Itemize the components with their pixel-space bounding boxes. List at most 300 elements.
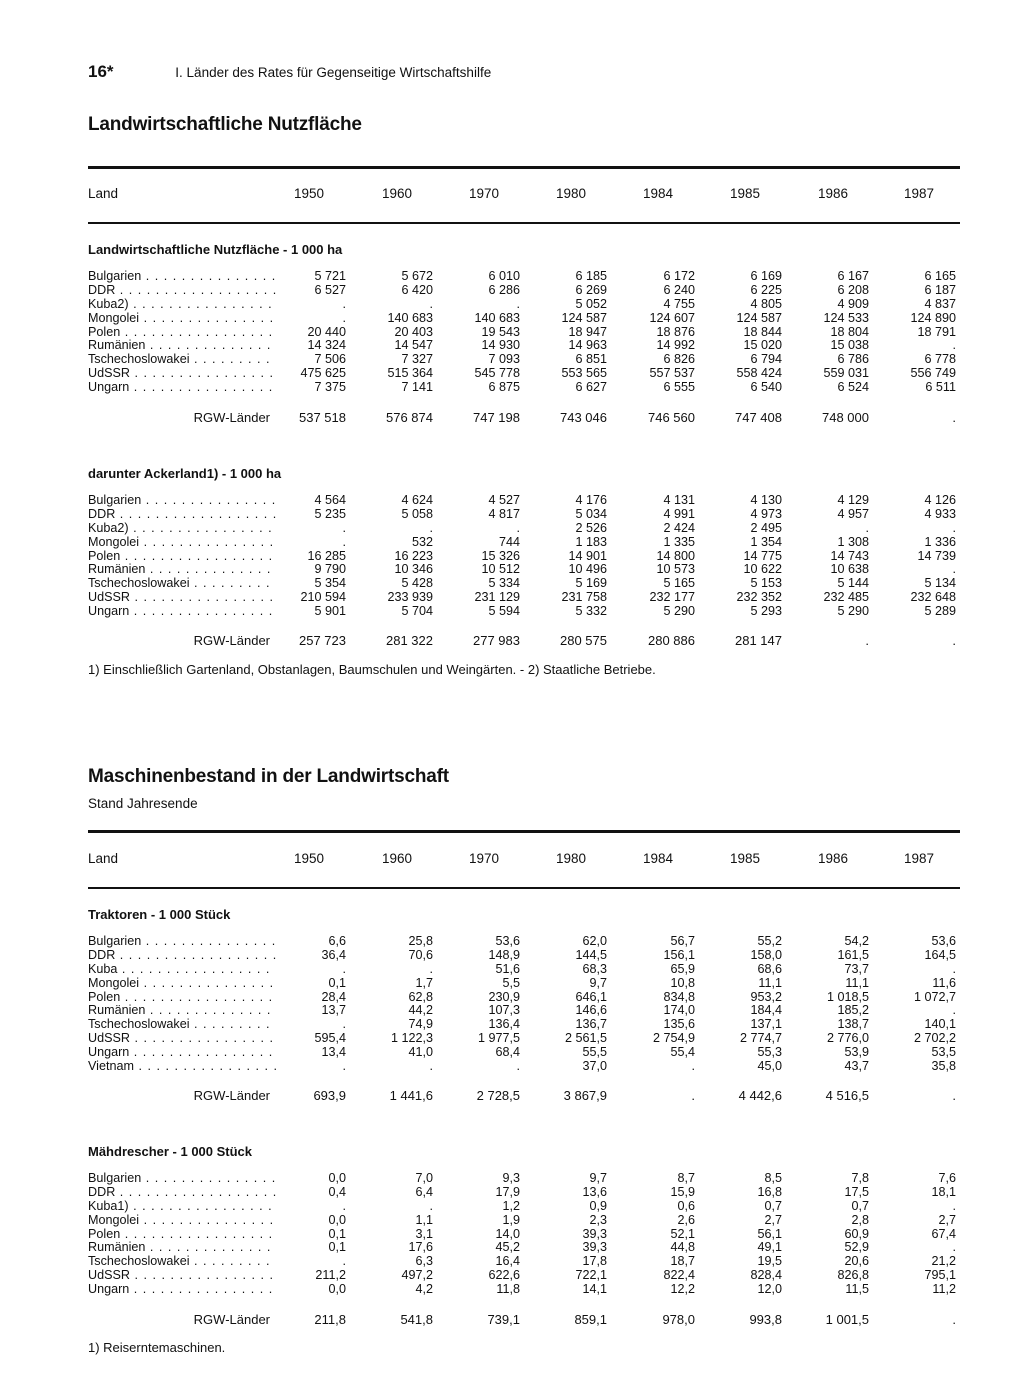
table-cell: 15 038	[830, 338, 869, 353]
total-cell: 748 000	[822, 410, 869, 425]
total-cell: 747 198	[473, 410, 520, 425]
table-cell: 35,8	[931, 1059, 956, 1074]
total-row	[88, 410, 960, 426]
table-cell: 124 533	[823, 310, 869, 325]
data-rows	[88, 1172, 960, 1297]
group-heading: darunter Ackerland1) - 1 000 ha	[88, 466, 282, 481]
table-cell: 16 223	[394, 548, 433, 563]
table-cell: 4 755	[663, 296, 695, 311]
row-label: Bulgarien . . .	[88, 1172, 276, 1186]
table-cell: 124 890	[910, 310, 956, 325]
table-cell: 52,9	[844, 1240, 869, 1255]
table-cell: 16,4	[495, 1254, 520, 1269]
total-cell: 747 408	[735, 410, 782, 425]
row-label: Bulgarien . . .	[88, 935, 276, 949]
table-cell: 6 420	[401, 282, 433, 297]
table-cell: 124 607	[649, 310, 695, 325]
table-cell: 6 172	[663, 269, 695, 283]
table-cell: 5 672	[401, 269, 433, 283]
row-label: UdSSR . . .	[88, 591, 276, 605]
col-year: 1984	[642, 186, 673, 201]
table-cell: 7 327	[401, 352, 433, 367]
table-cell: 14,1	[582, 1282, 607, 1297]
table-cell: 107,3	[488, 1003, 520, 1018]
row-label: UdSSR . . .	[88, 367, 276, 381]
table-cell: .	[342, 296, 346, 311]
total-cell: 537 518	[299, 410, 346, 425]
row-label: Bulgarien . . .	[88, 494, 276, 508]
section2-top-rule	[88, 830, 960, 833]
table-cell: 7,0	[415, 1171, 433, 1185]
table-cell: 1 018,5	[826, 989, 869, 1004]
table-cell: 140 683	[474, 310, 520, 325]
table-cell: 497,2	[401, 1268, 433, 1283]
table-cell: 4 837	[924, 296, 956, 311]
table-cell: 4 909	[837, 296, 869, 311]
col-land: Land	[88, 851, 119, 866]
col-year: 1970	[468, 186, 499, 201]
table-cell: 1 183	[575, 534, 607, 549]
table-cell: .	[342, 534, 346, 549]
table-cell: 136,4	[488, 1017, 520, 1032]
table-cell: 164,5	[924, 947, 956, 962]
table-cell: 5 704	[401, 604, 433, 619]
table-cell: 6 208	[837, 282, 869, 297]
table-cell: 17,6	[408, 1240, 433, 1255]
table-cell: 5 290	[837, 604, 869, 619]
table-row	[88, 284, 960, 298]
table-row	[88, 326, 960, 340]
table-cell: 11,2	[932, 1282, 956, 1297]
table-cell: 232 177	[649, 590, 695, 605]
table-cell: 10 496	[568, 562, 607, 577]
row-label: Polen . . .	[88, 326, 276, 340]
table-cell: 18 804	[830, 324, 869, 339]
table-row	[88, 494, 960, 508]
group-heading: Mähdrescher - 1 000 Stück	[88, 1144, 253, 1159]
table-row	[88, 1241, 960, 1255]
table-cell: 1,1	[415, 1212, 433, 1227]
table-cell: 14 901	[568, 548, 607, 563]
table-cell: 0,1	[328, 975, 346, 990]
table-cell: .	[429, 1059, 433, 1074]
table-cell: 3,1	[415, 1226, 433, 1241]
table-cell: 6 540	[750, 380, 782, 395]
table-cell: 232 352	[736, 590, 782, 605]
table-cell: 138,7	[837, 1017, 869, 1032]
table-cell: 6 555	[663, 380, 695, 395]
table-row	[88, 1032, 960, 1046]
row-label: DDR . . .	[88, 284, 276, 298]
row-label: DDR . . .	[88, 1186, 276, 1200]
table-cell: 144,5	[575, 947, 607, 962]
table-cell: 14 743	[830, 548, 869, 563]
table-cell: 6,6	[328, 934, 346, 948]
table-cell: 1 977,5	[477, 1031, 520, 1046]
table-cell: 39,3	[582, 1226, 607, 1241]
section1-header-rule	[88, 222, 960, 224]
table-cell: 49,1	[757, 1240, 782, 1255]
row-label: Mongolei . . .	[88, 1214, 276, 1228]
total-cell: .	[865, 633, 869, 648]
table-cell: 5 721	[314, 269, 346, 283]
table-cell: 73,7	[844, 961, 869, 976]
total-cell: 257 723	[299, 633, 346, 648]
table-cell: .	[952, 338, 956, 353]
table-cell: 2,8	[851, 1212, 869, 1227]
row-label: Mongolei . . .	[88, 977, 276, 991]
table-cell: 44,8	[670, 1240, 695, 1255]
table-cell: 10 512	[481, 562, 520, 577]
table-cell: 15 326	[481, 548, 520, 563]
total-row	[88, 1088, 960, 1104]
table-cell: 18,7	[670, 1254, 695, 1269]
total-cell: 739,1	[487, 1312, 520, 1327]
section1-column-header	[88, 186, 960, 206]
table-cell: 2,3	[589, 1212, 607, 1227]
table-cell: 6 786	[837, 352, 869, 367]
table-cell: .	[516, 296, 520, 311]
table-cell: 2 702,2	[913, 1031, 956, 1046]
row-label: Kuba2) . . .	[88, 522, 276, 536]
table-cell: 62,8	[408, 989, 433, 1004]
table-cell: 45,0	[757, 1059, 782, 1074]
table-row	[88, 312, 960, 326]
col-year: 1985	[729, 851, 760, 866]
table-cell: 140,1	[924, 1017, 956, 1032]
table-cell: 11,1	[845, 975, 869, 990]
total-cell: 693,9	[313, 1088, 346, 1103]
table-cell: 6 010	[488, 269, 520, 283]
table-cell: 68,3	[582, 961, 607, 976]
table-cell: 6 527	[314, 282, 346, 297]
table-cell: .	[429, 1198, 433, 1213]
table-cell: .	[342, 1254, 346, 1269]
table-cell: 8,7	[677, 1171, 695, 1185]
table-row	[88, 298, 960, 312]
total-cell: .	[952, 633, 956, 648]
table-cell: 6 169	[750, 269, 782, 283]
total-cell: 993,8	[749, 1312, 782, 1327]
table-cell: 156,1	[663, 947, 695, 962]
table-row	[88, 949, 960, 963]
row-label: Ungarn . . .	[88, 605, 276, 619]
table-cell: .	[429, 961, 433, 976]
table-cell: 185,2	[837, 1003, 869, 1018]
data-rows	[88, 494, 960, 619]
total-row	[88, 1312, 960, 1328]
table-cell: 14 992	[656, 338, 695, 353]
total-cell: 1 001,5	[825, 1312, 869, 1327]
table-cell: 7,6	[938, 1171, 956, 1185]
table-cell: 5,5	[502, 975, 520, 990]
table-cell: 12,0	[757, 1282, 782, 1297]
table-cell: 0,1	[328, 1226, 346, 1241]
table-cell: 15 020	[743, 338, 782, 353]
table-cell: 559 031	[823, 366, 869, 381]
table-row	[88, 605, 960, 619]
table-cell: 1 336	[924, 534, 956, 549]
table-cell: 210 594	[300, 590, 346, 605]
row-label: Tschechoslowakei . . .	[88, 1018, 276, 1032]
section1-top-rule	[88, 166, 960, 169]
table-cell: 1 122,3	[390, 1031, 433, 1046]
table-cell: 4 957	[837, 506, 869, 521]
table-cell: 17,8	[582, 1254, 607, 1269]
table-cell: .	[342, 1059, 346, 1074]
total-label: RGW-Länder	[193, 1312, 270, 1327]
row-label: Polen . . .	[88, 550, 276, 564]
table-cell: 4 130	[750, 493, 782, 507]
table-cell: 475 625	[300, 366, 346, 381]
table-cell: 7 141	[401, 380, 433, 395]
table-cell: 5 354	[314, 576, 346, 591]
table-cell: 135,6	[663, 1017, 695, 1032]
table-cell: .	[342, 1017, 346, 1032]
col-year: 1984	[642, 851, 673, 866]
table-cell: 9,7	[589, 975, 607, 990]
table-cell: 231 758	[561, 590, 607, 605]
table-row	[88, 508, 960, 522]
col-year: 1950	[293, 851, 324, 866]
table-cell: 6 187	[924, 282, 956, 297]
table-cell: 124 587	[736, 310, 782, 325]
table-cell: 18 791	[917, 324, 956, 339]
total-cell: 277 983	[473, 633, 520, 648]
table-cell: 2 561,5	[564, 1031, 607, 1046]
table-cell: 1 335	[663, 534, 695, 549]
table-cell: 14 324	[307, 338, 346, 353]
table-cell: 5 290	[663, 604, 695, 619]
row-label: Bulgarien . . .	[88, 270, 276, 284]
table-row	[88, 1214, 960, 1228]
total-cell: 4 516,5	[825, 1088, 869, 1103]
total-cell: 4 442,6	[738, 1088, 782, 1103]
total-cell: 978,0	[662, 1312, 695, 1327]
table-cell: 4 933	[924, 506, 956, 521]
table-cell: 14 930	[481, 338, 520, 353]
table-cell: 25,8	[408, 934, 433, 948]
table-cell: 834,8	[663, 989, 695, 1004]
table-row	[88, 977, 960, 991]
row-label: UdSSR . . .	[88, 1269, 276, 1283]
table-cell: 19 543	[481, 324, 520, 339]
row-label: Kuba . . .	[88, 963, 276, 977]
running-title: I. Länder des Rates für Gegenseitige Wirtschaftshilfe	[175, 65, 492, 80]
table-cell: 6 269	[575, 282, 607, 297]
total-cell: 280 886	[648, 633, 695, 648]
table-cell: 8,5	[764, 1171, 782, 1185]
section2-subtitle: Stand Jahresende	[88, 796, 198, 811]
table-cell: 14,0	[495, 1226, 520, 1241]
table-cell: 70,6	[408, 947, 433, 962]
row-label: Vietnam . . .	[88, 1060, 276, 1074]
table-cell: 174,0	[663, 1003, 695, 1018]
table-cell: 28,4	[321, 989, 346, 1004]
table-cell: 2 754,9	[652, 1031, 695, 1046]
table-cell: 10 573	[656, 562, 695, 577]
total-cell: .	[952, 410, 956, 425]
table-cell: 18 844	[743, 324, 782, 339]
table-cell: 44,2	[408, 1003, 433, 1018]
table-cell: 10,8	[670, 975, 695, 990]
table-cell: 55,5	[582, 1045, 607, 1060]
table-row	[88, 591, 960, 605]
table-cell: 5 332	[575, 604, 607, 619]
table-cell: 4 805	[750, 296, 782, 311]
table-cell: 16 285	[307, 548, 346, 563]
total-label: RGW-Länder	[193, 633, 270, 648]
table-cell: 4 129	[837, 493, 869, 507]
table-row	[88, 536, 960, 550]
total-cell: 211,8	[314, 1312, 346, 1327]
table-row	[88, 1046, 960, 1060]
table-cell: 13,7	[321, 1003, 346, 1018]
row-label: Rumänien . . .	[88, 1004, 276, 1018]
col-year: 1960	[381, 851, 412, 866]
table-cell: 0,4	[328, 1184, 346, 1199]
table-cell: 14 775	[743, 548, 782, 563]
table-cell: 14 739	[917, 548, 956, 563]
table-cell: 2,7	[938, 1212, 956, 1227]
row-label: Rumänien . . .	[88, 339, 276, 353]
table-cell: 184,4	[750, 1003, 782, 1018]
table-cell: 6 826	[663, 352, 695, 367]
table-cell: 1,7	[415, 975, 433, 990]
table-cell: 14 963	[568, 338, 607, 353]
table-cell: 45,2	[495, 1240, 520, 1255]
table-cell: 4 973	[750, 506, 782, 521]
table-cell: 5 334	[488, 576, 520, 591]
table-cell: 1 354	[750, 534, 782, 549]
table-cell: 14 800	[656, 548, 695, 563]
row-label: DDR . . .	[88, 508, 276, 522]
table-cell: 140 683	[387, 310, 433, 325]
table-cell: 2 774,7	[739, 1031, 782, 1046]
group-heading: Traktoren - 1 000 Stück	[88, 907, 231, 922]
table-cell: 4,2	[415, 1282, 433, 1297]
table-cell: 4 564	[314, 493, 346, 507]
table-cell: .	[952, 1240, 956, 1255]
row-label: UdSSR . . .	[88, 1032, 276, 1046]
table-cell: 16,8	[757, 1184, 782, 1199]
table-cell: 558 424	[736, 366, 782, 381]
row-label: Kuba1) . . .	[88, 1200, 276, 1214]
table-cell: 51,6	[495, 961, 520, 976]
table-cell: 515 364	[387, 366, 433, 381]
table-cell: 9,7	[589, 1171, 607, 1185]
table-row	[88, 339, 960, 353]
table-cell: 532	[411, 534, 433, 549]
table-cell: 53,6	[495, 934, 520, 948]
table-cell: 68,6	[757, 961, 782, 976]
table-row	[88, 1004, 960, 1018]
table-cell: 18 947	[568, 324, 607, 339]
footnote: 1) Einschließlich Gartenland, Obstanlagen, Baumschulen und Weingärten. - 2) Staatliche Betriebe.	[88, 662, 656, 677]
table-cell: 2 424	[663, 520, 695, 535]
table-cell: 6 875	[488, 380, 520, 395]
table-cell: .	[342, 520, 346, 535]
col-year: 1980	[555, 851, 586, 866]
table-cell: 56,7	[670, 934, 695, 948]
table-cell: .	[691, 1059, 695, 1074]
table-cell: 161,5	[837, 947, 869, 962]
table-cell: 6 851	[575, 352, 607, 367]
table-cell: 6 511	[925, 380, 956, 395]
table-cell: 148,9	[488, 947, 520, 962]
col-year: 1987	[903, 186, 934, 201]
table-cell: 55,3	[757, 1045, 782, 1060]
table-cell: 6 165	[924, 269, 956, 283]
table-cell: 5 901	[314, 604, 346, 619]
table-cell: 4 624	[401, 493, 433, 507]
table-cell: 146,6	[575, 1003, 607, 1018]
table-cell: 2,7	[764, 1212, 782, 1227]
table-cell: 556 749	[910, 366, 956, 381]
row-label: Ungarn . . .	[88, 1283, 276, 1297]
table-cell: 4 991	[663, 506, 695, 521]
row-label: Rumänien . . .	[88, 1241, 276, 1255]
table-cell: 5 034	[575, 506, 607, 521]
table-cell: .	[516, 520, 520, 535]
row-label: Mongolei . . .	[88, 536, 276, 550]
table-cell: 232 648	[910, 590, 956, 605]
table-cell: 953,2	[750, 989, 782, 1004]
table-row	[88, 563, 960, 577]
table-cell: 36,4	[321, 947, 346, 962]
table-cell: 56,1	[757, 1226, 782, 1241]
table-cell: 11,5	[845, 1282, 869, 1297]
table-cell: 6,3	[415, 1254, 433, 1269]
table-cell: 6 627	[575, 380, 607, 395]
total-cell: 743 046	[560, 410, 607, 425]
col-land: Land	[88, 186, 119, 201]
table-row	[88, 991, 960, 1005]
table-cell: 1 072,7	[913, 989, 956, 1004]
table-cell: 545 778	[474, 366, 520, 381]
table-cell: .	[342, 310, 346, 325]
total-cell: 541,8	[400, 1312, 433, 1327]
table-cell: 68,4	[495, 1045, 520, 1060]
table-cell: 5 289	[924, 604, 956, 619]
table-cell: 622,6	[488, 1268, 520, 1283]
running-header	[88, 62, 491, 82]
total-label: RGW-Länder	[193, 410, 270, 425]
table-cell: 6 185	[575, 269, 607, 283]
table-cell: 15,9	[670, 1184, 695, 1199]
table-row	[88, 367, 960, 381]
table-cell: 53,5	[931, 1045, 956, 1060]
col-year: 1986	[817, 186, 848, 201]
table-cell: 7,8	[851, 1171, 869, 1185]
table-cell: 4 131	[663, 493, 695, 507]
table-cell: 20 403	[394, 324, 433, 339]
table-cell: 11,1	[758, 975, 782, 990]
table-row	[88, 1060, 960, 1074]
row-label: Tschechoslowakei . . .	[88, 353, 276, 367]
table-row	[88, 353, 960, 367]
table-cell: 5 594	[488, 604, 520, 619]
table-cell: 54,2	[844, 934, 869, 948]
table-cell: .	[952, 562, 956, 577]
row-label: Polen . . .	[88, 1228, 276, 1242]
table-cell: 2 526	[575, 520, 607, 535]
table-cell: 0,0	[328, 1171, 346, 1185]
table-cell: 4 126	[924, 493, 956, 507]
row-label: Kuba2) . . .	[88, 298, 276, 312]
table-row	[88, 381, 960, 395]
table-cell: 18,1	[931, 1184, 956, 1199]
